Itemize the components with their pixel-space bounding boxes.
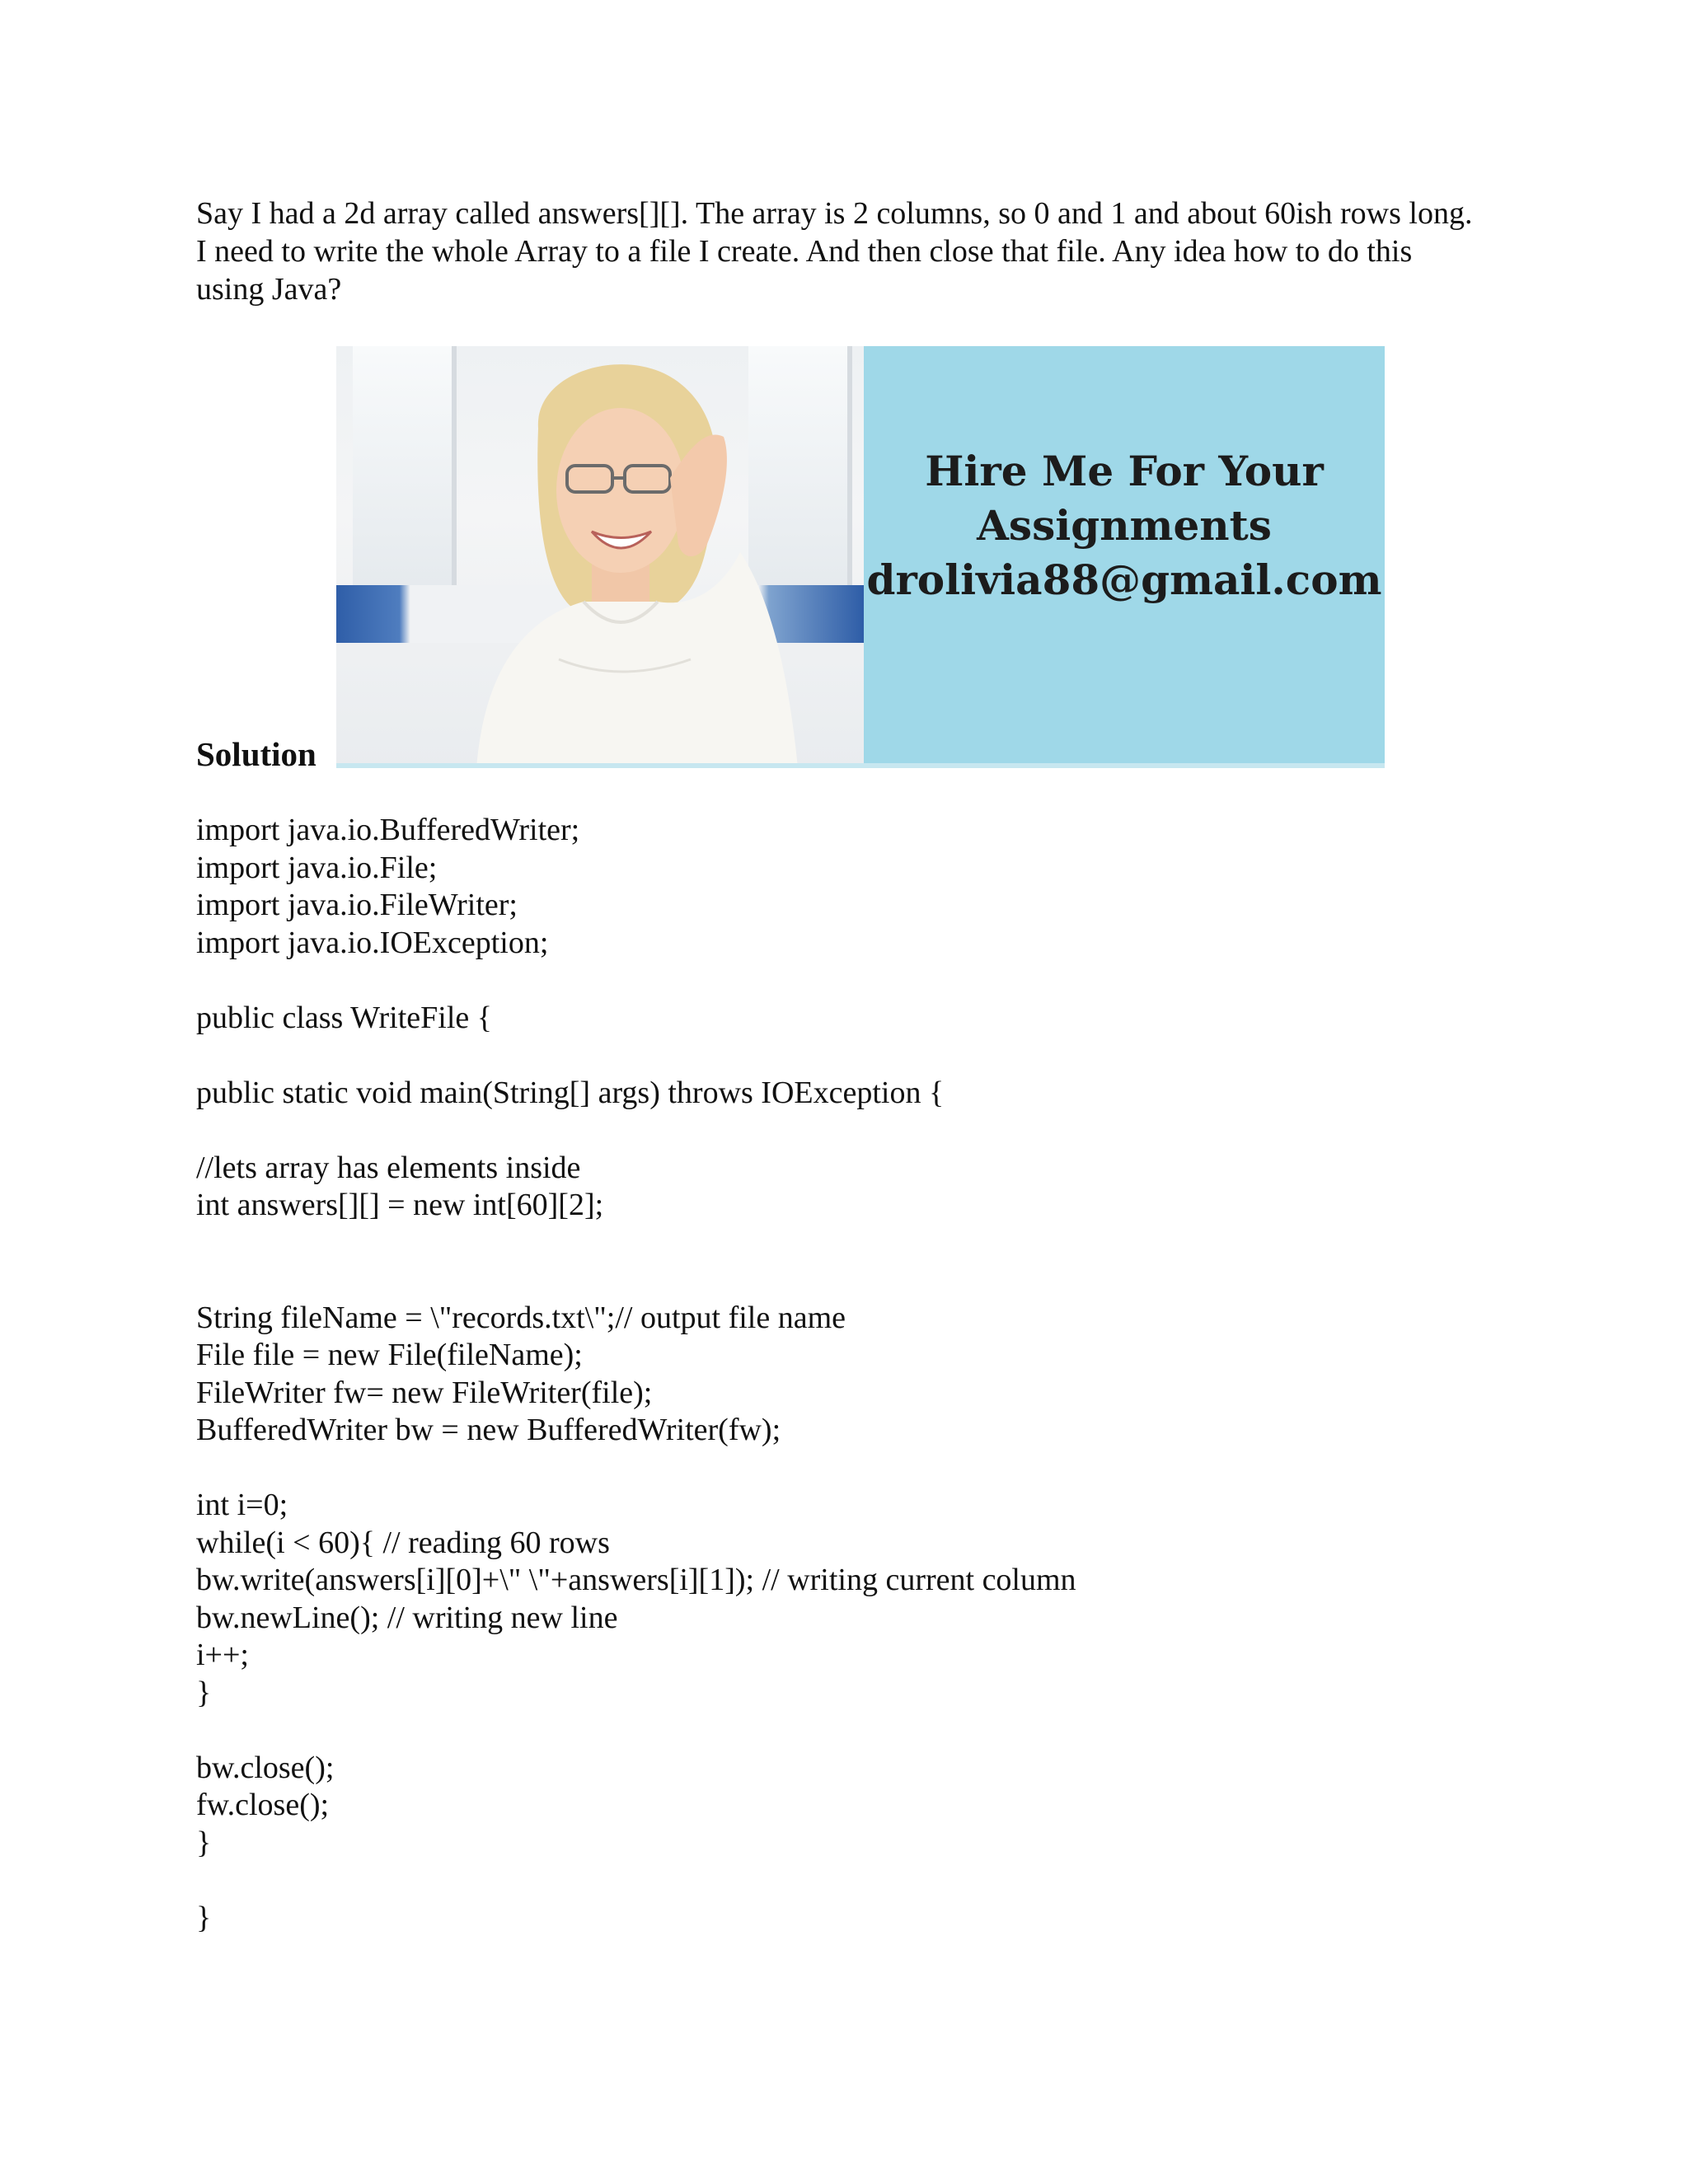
code-line	[196, 1262, 1482, 1300]
banner-photo	[336, 346, 864, 768]
code-line: bw.close();	[196, 1750, 335, 1785]
code-line: FileWriter fw= new FileWriter(file);	[196, 1375, 653, 1410]
code-line: bw.newLine(); // writing new line	[196, 1600, 618, 1635]
code-line	[196, 1112, 1482, 1150]
code-line: import java.io.File;	[196, 850, 438, 885]
code-line: while(i < 60){ // reading 60 rows	[196, 1525, 610, 1560]
code-line	[196, 1712, 1482, 1750]
code-line: }	[196, 1900, 212, 1935]
code-line: bw.write(answers[i][0]+\" \"+answers[i][1]); // writing current column	[196, 1563, 1076, 1597]
banner-divider	[336, 763, 1385, 768]
code-line: public static void main(String[] args) throws IOException {	[196, 1075, 945, 1110]
code-line	[196, 1037, 1482, 1075]
banner-text-panel	[864, 346, 1385, 768]
code-line	[196, 1862, 1482, 1900]
code-line: fw.close();	[196, 1788, 330, 1822]
code-line	[196, 1225, 1482, 1263]
code-line: int answers[][] = new int[60][2];	[196, 1188, 604, 1222]
solution-heading: Solution	[196, 735, 316, 773]
banner-subheadline: Assignments	[977, 501, 1272, 550]
code-line: int i=0;	[196, 1488, 288, 1522]
code-block	[196, 812, 1482, 1937]
question-text: Say I had a 2d array called answers[][]. The array is 2 columns, so 0 and 1 and about 60ish rows long. I need to write the whole Array to a file I create. And then close that file. Any idea how to do this using Java?	[196, 196, 1473, 307]
code-line: }	[196, 1825, 212, 1860]
code-line: //lets array has elements inside	[196, 1150, 581, 1185]
code-line: import java.io.BufferedWriter;	[196, 813, 580, 847]
advertisement-banner	[336, 346, 1385, 768]
code-line: File file = new File(fileName);	[196, 1338, 583, 1372]
code-line: }	[196, 1675, 212, 1710]
background-window	[353, 346, 457, 618]
code-line	[196, 962, 1482, 1000]
banner-headline: Hire Me For Your	[925, 447, 1324, 495]
code-line: i++;	[196, 1638, 249, 1672]
code-line: import java.io.IOException;	[196, 925, 549, 960]
code-line: BufferedWriter bw = new BufferedWriter(fw);	[196, 1413, 781, 1447]
code-line: String fileName = \"records.txt\";// output file name	[196, 1300, 846, 1335]
code-line	[196, 1450, 1482, 1488]
smiling-woman-image	[460, 354, 806, 768]
code-line: public class WriteFile {	[196, 1000, 492, 1035]
code-line: import java.io.FileWriter;	[196, 888, 518, 922]
banner-email: drolivia88@gmail.com	[866, 555, 1382, 604]
